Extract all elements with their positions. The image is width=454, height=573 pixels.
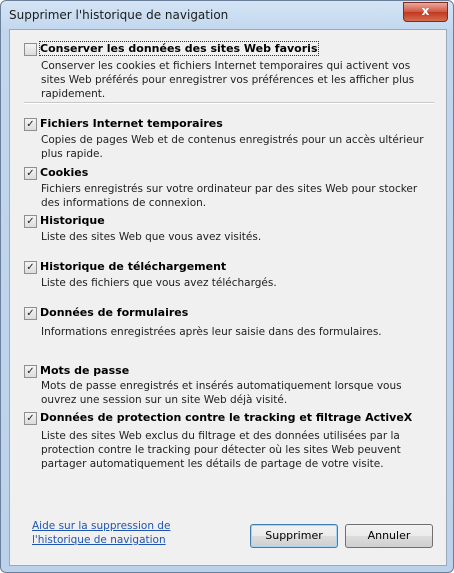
checkbox-favorites[interactable] bbox=[24, 43, 37, 56]
option-label[interactable]: Fichiers Internet temporaires bbox=[40, 117, 223, 130]
dialog-body bbox=[9, 29, 447, 566]
checkbox-form-data[interactable]: ✓ bbox=[24, 307, 37, 320]
cancel-button[interactable]: Annuler bbox=[345, 524, 433, 548]
checkbox-history[interactable]: ✓ bbox=[24, 215, 37, 228]
separator bbox=[24, 102, 434, 104]
checkbox-downloads[interactable]: ✓ bbox=[24, 261, 37, 274]
help-link[interactable]: Aide sur la suppression de l'historique de navigation bbox=[32, 520, 171, 546]
option-description: Copies de pages Web et de contenus enregistrés pour un accès ultérieur plus rapide. bbox=[41, 134, 424, 160]
window-title: Supprimer l'historique de navigation bbox=[9, 8, 229, 22]
title-bar[interactable] bbox=[1, 1, 453, 29]
checkbox-temp-files[interactable]: ✓ bbox=[24, 118, 37, 131]
option-label[interactable]: Mots de passe bbox=[40, 364, 130, 377]
option-label[interactable]: Cookies bbox=[40, 166, 89, 179]
option-label[interactable]: Historique bbox=[40, 214, 105, 227]
option-description: Liste des sites Web que vous avez visités. bbox=[41, 231, 262, 243]
option-description: Conserver les cookies et fichiers Internet temporaires qui activent vos sites Web préférés pour enregistrer vos préférences et les afficher plus rapidement. bbox=[41, 60, 415, 100]
option-description: Liste des fichiers que vous avez téléchargés. bbox=[41, 277, 277, 289]
option-description: Mots de passe enregistrés et insérés automatiquement lorsque vous ouvrez une session sur un site Web déjà visité. bbox=[41, 380, 402, 406]
close-button[interactable]: x bbox=[403, 2, 448, 22]
option-description: Informations enregistrées après leur saisie dans des formulaires. bbox=[41, 326, 382, 338]
option-description: Fichiers enregistrés sur votre ordinateur par des sites Web pour stocker des informations de connexion. bbox=[41, 183, 418, 209]
option-description: Liste des sites Web exclus du filtrage et des données utilisées par la protection contre le tracking pour détecter où les sites Web peuvent partager automatiquement les détails de partage de votre visite. bbox=[41, 430, 401, 470]
checkbox-cookies[interactable]: ✓ bbox=[24, 167, 37, 180]
option-label[interactable]: Données de formulaires bbox=[40, 306, 189, 319]
checkbox-tracking[interactable]: ✓ bbox=[24, 412, 37, 425]
checkbox-passwords[interactable]: ✓ bbox=[24, 365, 37, 378]
option-label[interactable]: Historique de téléchargement bbox=[40, 260, 227, 273]
delete-button[interactable]: Supprimer bbox=[250, 524, 338, 548]
option-label[interactable]: Conserver les données des sites Web favoris bbox=[40, 42, 318, 55]
option-label[interactable]: Données de protection contre le tracking et filtrage ActiveX bbox=[40, 411, 413, 424]
